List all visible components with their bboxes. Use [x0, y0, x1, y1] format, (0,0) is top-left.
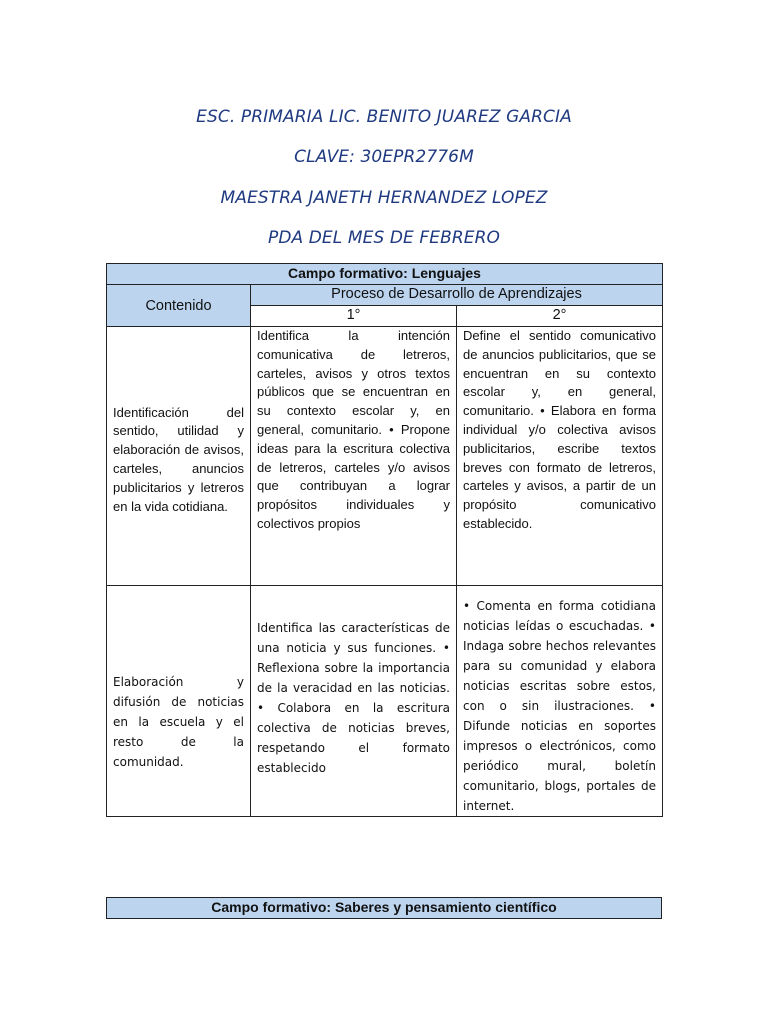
campo-formativo-header: Campo formativo: Saberes y pensamiento científico: [107, 898, 662, 919]
grade-2-cell: [457, 586, 663, 817]
contenido-cell: [107, 327, 251, 586]
school-clave: CLAVE: 30EPR2776M: [294, 147, 474, 167]
grade-2-header: 2°: [457, 306, 663, 327]
table-row: [107, 327, 663, 586]
contenido-header: Contenido: [107, 285, 251, 327]
grade-1-cell: [251, 327, 457, 586]
grade-2-text: • Comenta en forma cotidiana noticias leídas o escuchadas. • Indaga sobre hechos relevantes para su comunidad y elabora noticias escritas sobre estos, con o sin ilustraciones. • Difunde noticias en soportes impresos o electrónicos, como periódico mural, boletín comunitario, blogs, portales de internet.: [463, 599, 656, 813]
contenido-text: Identificación del sentido, utilidad y elaboración de avisos, carteles, anuncios publicitarios y letreros en la vida cotidiana.: [113, 404, 244, 514]
table-row: [107, 586, 663, 817]
grade-1-text: Identifica la intención comunicativa de letreros, carteles, avisos y otros textos públicos que se encuentran en su contexto escolar y, en general, comunitario. • Propone ideas para la escritura colectiva de letreros, carteles y/o avisos que contribuyan a lograr propósitos individuales y colectivos propios: [257, 328, 450, 531]
teacher-name: MAESTRA JANETH HERNANDEZ LOPEZ: [220, 188, 548, 208]
school-name: ESC. PRIMARIA LIC. BENITO JUAREZ GARCIA: [196, 107, 572, 127]
contenido-text: Elaboración y difusión de noticias en la escuela y el resto de la comunidad.: [113, 675, 244, 769]
proceso-header: Proceso de Desarrollo de Aprendizajes: [251, 285, 663, 306]
contenido-cell: [107, 586, 251, 817]
grade-1-header: 1°: [251, 306, 457, 327]
grade-1-cell: [251, 586, 457, 817]
lenguajes-table: [106, 263, 663, 817]
pda-title: PDA DEL MES DE FEBRERO: [267, 228, 501, 248]
grade-1-text: Identifica las características de una noticia y sus funciones. • Reflexiona sobre la importancia de la veracidad en las noticias. • Colabora en la escritura colectiva de noticias breves, respetando el formato establecido: [257, 621, 450, 775]
grade-2-cell: [457, 327, 663, 586]
campo-formativo-header: Campo formativo: Lenguajes: [107, 264, 663, 285]
saberes-table: [106, 897, 662, 919]
grade-2-text: Define el sentido comunicativo de anuncios publicitarios, que se encuentran en su contexto escolar y, en general, comunitario. • Elabora en forma individual y/o colectiva avisos publicitarios, escribe textos breves con formato de letreros, carteles y avisos, a partir de un propósito comunicativo establecido.: [463, 328, 656, 531]
